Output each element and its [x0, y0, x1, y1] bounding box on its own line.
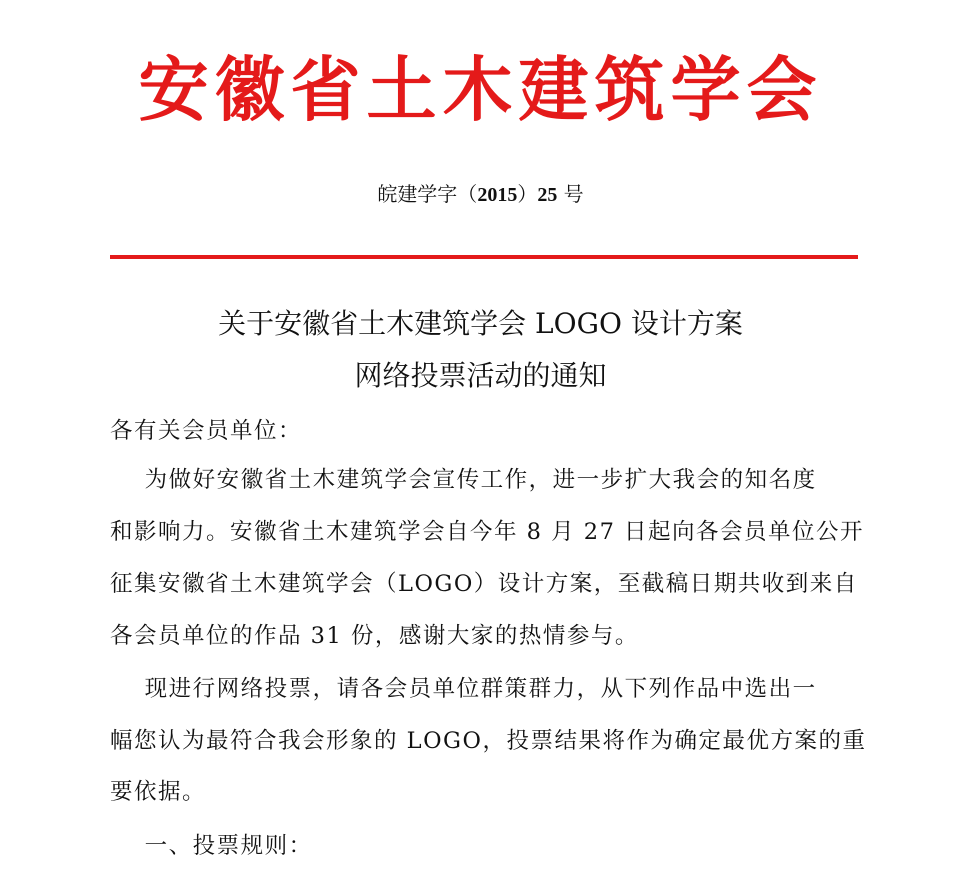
salutation: 各有关会员单位：	[110, 418, 303, 444]
notice-title-line-1: 关于安徽省土木建筑学会 LOGO 设计方案	[218, 307, 743, 340]
notice-title-line-2: 网络投票活动的通知	[354, 359, 607, 392]
doc-number-num: 25	[537, 184, 558, 206]
doc-number-prefix: 皖建学字（	[377, 182, 478, 206]
doc-number-mid: ）	[517, 182, 538, 206]
paragraph-1-line-2: 和影响力。安徽省土木建筑学会自今年 8 月 27 日起向各会员单位公开	[110, 519, 865, 545]
doc-number-year: 2015	[477, 184, 518, 206]
paragraph-2-line-3: 要依据。	[110, 779, 207, 805]
paragraph-2-line-2: 幅您认为最符合我会形象的 LOGO，投票结果将作为确定最优方案的重	[110, 728, 867, 754]
document-number	[0, 180, 961, 209]
paragraph-1-line-3: 征集安徽省土木建筑学会（LOGO）设计方案，至截稿日期共收到来自	[110, 571, 858, 597]
red-divider-rule	[110, 255, 858, 259]
paragraph-1-line-1: 为做好安徽省土木建筑学会宣传工作，进一步扩大我会的知名度	[110, 467, 817, 493]
paragraph-2-line-1: 现进行网络投票，请各会员单位群策群力，从下列作品中选出一	[110, 676, 817, 702]
organization-title: 安徽省土木建筑学会	[138, 49, 823, 131]
paragraph-1-line-4: 各会员单位的作品 31 份，感谢大家的热情参与。	[110, 623, 639, 649]
section-heading-voting-rules: 一、投票规则：	[110, 833, 313, 859]
doc-number-suffix: 号	[557, 182, 584, 206]
